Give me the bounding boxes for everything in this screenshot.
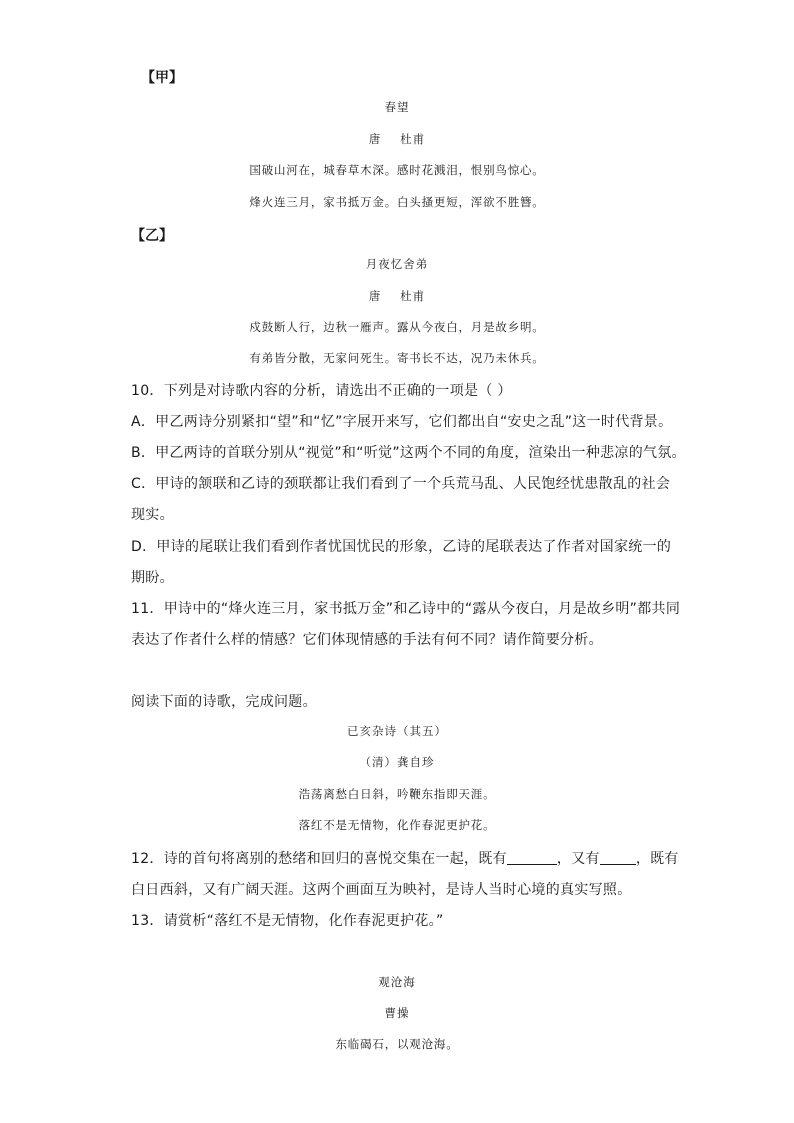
question-10-option-c: C．甲诗的颔联和乙诗的颈联都让我们看到了一个兵荒马乱、人民饱经忧患散乱的社会 xyxy=(131,476,671,492)
question-11-line-1: 11．甲诗中的“烽火连三月，家书抵万金”和乙诗中的“露从今夜白，月是故乡明”都共同 xyxy=(131,601,681,617)
poem-d-author: 曹操 xyxy=(384,1006,410,1020)
reading-instruction: 阅读下面的诗歌，完成问题。 xyxy=(131,694,317,710)
answer-blank-1[interactable] xyxy=(507,850,557,865)
poem-a-line-2: 烽火连三月，家书抵万金。白头搔更短，浑欲不胜簪。 xyxy=(249,195,545,209)
question-12-line-1 xyxy=(131,848,679,868)
question-10-option-c-cont: 现实。 xyxy=(131,507,174,523)
question-10-option-d: D．甲诗的尾联让我们看到作者忧国忧民的形象，乙诗的尾联表达了作者对国家统一的 xyxy=(131,539,672,555)
poem-a-author: 唐 杜甫 xyxy=(368,132,426,146)
question-12-text-3: ，既有 xyxy=(635,851,679,867)
question-13: 13．请赏析“落红不是无情物，化作春泥更护花。” xyxy=(131,913,444,929)
poem-b-title: 月夜忆舍弟 xyxy=(365,257,429,271)
answer-blank-2[interactable] xyxy=(600,850,636,865)
section-b-mark: 【乙】 xyxy=(131,228,173,244)
section-a-mark: 【甲】 xyxy=(141,70,183,86)
question-10-option-b: B．甲乙两诗的首联分别从“视觉”和“听觉”这两个不同的角度，渲染出一种悲凉的气氛。 xyxy=(131,445,686,461)
poem-b-author: 唐 杜甫 xyxy=(368,289,426,303)
question-10-option-a: A．甲乙两诗分别紧扣“望”和“忆”字展开来写，它们都出自“安史之乱”这一时代背景。 xyxy=(131,414,673,430)
question-10-option-d-cont: 期盼。 xyxy=(131,570,174,586)
poem-c-line-2: 落红不是无情物，化作春泥更护花。 xyxy=(298,818,496,832)
question-12-text-2: ，又有 xyxy=(556,851,600,867)
question-11-line-2: 表达了作者什么样的情感？它们体现情感的手法有何不同？请作简要分析。 xyxy=(131,632,603,648)
question-10-stem: 10．下列是对诗歌内容的分析，请选出不正确的一项是（ ） xyxy=(131,383,512,399)
poem-a-title: 春望 xyxy=(384,100,410,114)
poem-c-author: （清）龚自珍 xyxy=(359,755,435,769)
poem-a-line-1: 国破山河在，城春草木深。感时花溅泪，恨别鸟惊心。 xyxy=(249,163,545,177)
poem-d-title: 观沧海 xyxy=(378,975,416,989)
poem-b-line-2: 有弟皆分散，无家问死生。寄书长不达，况乃未休兵。 xyxy=(249,351,545,365)
poem-b-line-1: 戍鼓断人行，边秋一雁声。露从今夜白，月是故乡明。 xyxy=(249,320,545,334)
poem-c-line-1: 浩荡离愁白日斜，吟鞭东指即天涯。 xyxy=(298,787,496,801)
question-12-line-2: 白日西斜，又有广阔天涯。这两个画面互为映衬，是诗人当时心境的真实写照。 xyxy=(131,882,632,898)
poem-c-title: 已亥杂诗（其五） xyxy=(347,724,447,738)
poem-d-line-1: 东临碣石，以观沧海。 xyxy=(335,1037,459,1051)
question-12-text-1: 12．诗的首句将离别的愁绪和回归的喜悦交集在一起，既有 xyxy=(131,851,507,867)
